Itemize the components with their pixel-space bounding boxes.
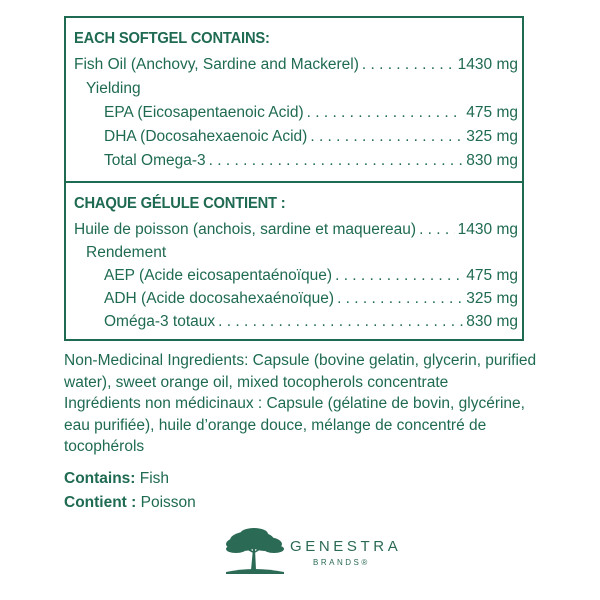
en-dha-row	[104, 128, 518, 148]
fr-dha-label: ADH (Acide docosahexaénoïque)	[104, 290, 335, 307]
leader-dots	[310, 128, 463, 146]
leader-dots	[307, 104, 464, 122]
brand-subtitle: BRANDS®	[313, 558, 370, 567]
en-dha-amount: 325 mg	[466, 128, 518, 145]
en-yielding: Yielding	[86, 80, 141, 97]
leader-dots	[335, 267, 463, 285]
fr-fish-oil-row	[74, 221, 518, 241]
non-medicinal-ingredients	[64, 350, 540, 458]
fr-dha-row	[104, 290, 518, 310]
non-medicinal-en: Non-Medicinal Ingredients: Capsule (bovine gelatin, glycerin, purified water), sweet orange oil, mixed tocopherols concentrate	[64, 352, 537, 391]
fr-yielding: Rendement	[86, 244, 167, 261]
leader-dots	[337, 290, 463, 308]
fr-epa-amount: 475 mg	[466, 267, 518, 284]
contains-fr-label: Contient :	[64, 494, 137, 511]
english-section	[66, 18, 522, 181]
en-epa-label: EPA (Eicosapentaenoic Acid)	[104, 104, 304, 121]
en-total-row	[104, 152, 518, 172]
non-medicinal-fr: Ingrédients non médicinaux : Capsule (gélatine de bovin, glycérine, eau purifiée), huile d’orange douce, mélange de concentré de tocophérols	[64, 395, 525, 455]
leader-dots	[362, 56, 455, 74]
fr-heading: CHAQUE GÉLULE CONTIENT :	[74, 195, 286, 212]
en-total-amount: 830 mg	[466, 152, 518, 169]
french-section	[66, 183, 522, 341]
contains-fr	[64, 494, 196, 512]
en-fish-oil-amount: 1430 mg	[457, 56, 518, 73]
en-heading: EACH SOFTGEL CONTAINS:	[74, 30, 270, 47]
fr-total-amount: 830 mg	[466, 313, 518, 330]
en-fish-oil-label: Fish Oil (Anchovy, Sardine and Mackerel)	[74, 56, 359, 73]
en-epa-row	[104, 104, 518, 124]
contains-en-value: Fish	[135, 470, 170, 487]
supplement-facts-panel	[64, 16, 524, 341]
en-fish-oil-row	[74, 56, 518, 76]
contains-fr-value: Poisson	[136, 494, 196, 511]
leader-dots	[419, 221, 455, 239]
fr-epa-row	[104, 267, 518, 287]
fr-total-row	[104, 313, 518, 333]
brand-name: GENESTRA	[290, 538, 402, 555]
fr-dha-amount: 325 mg	[466, 290, 518, 307]
fr-fish-oil-label: Huile de poisson (anchois, sardine et maquereau)	[74, 221, 417, 238]
contains-en	[64, 470, 169, 488]
leader-dots	[209, 152, 464, 170]
en-dha-label: DHA (Docosahexaenoic Acid)	[104, 128, 308, 145]
contains-en-label: Contains:	[64, 470, 136, 487]
fr-fish-oil-amount: 1430 mg	[457, 221, 518, 238]
fr-total-label: Oméga-3 totaux	[104, 313, 216, 330]
leader-dots	[218, 313, 463, 331]
en-epa-amount: 475 mg	[466, 104, 518, 121]
fr-epa-label: AEP (Acide eicosapentaénoïque)	[104, 267, 333, 284]
en-total-label: Total Omega-3	[104, 152, 206, 169]
